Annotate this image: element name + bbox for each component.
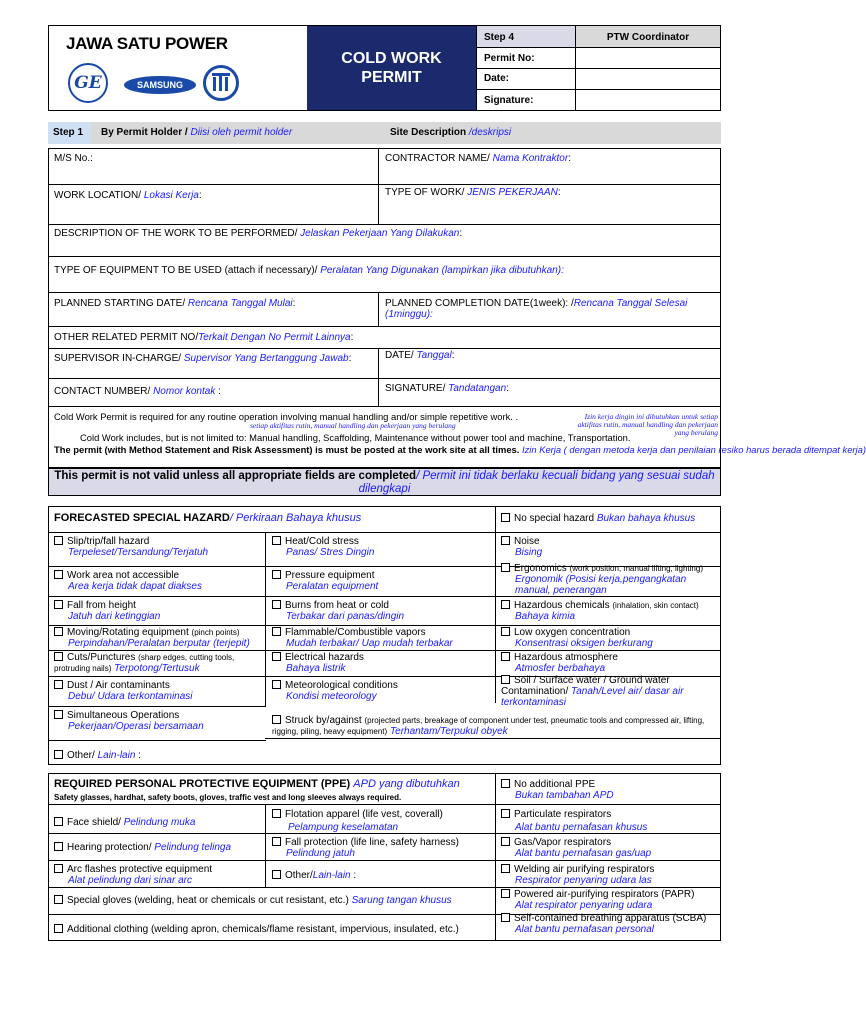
hazard-item[interactable] [54,600,160,622]
label-text: Slip/trip/fall hazard [67,536,150,547]
label-text: : [350,870,357,881]
grid-line [265,738,721,739]
checkbox-icon[interactable] [54,842,63,851]
label-text: Terpotong/Tertusuk [114,663,200,674]
ppe-subtitle: Safety glasses, hardhat, safety boots, gloves, traffic vest and long sleeves always required. [54,793,402,802]
holder-label [101,127,292,138]
label-text: FORECASTED SPECIAL HAZARD [54,512,230,524]
title-line2: PERMIT [361,69,422,86]
label-text: Special gloves (welding, heat or chemicals or cut resistant, etc.) [67,895,352,906]
checkbox-icon[interactable] [272,809,281,818]
ppe-item[interactable] [54,895,452,906]
contact-field[interactable]: CONTACT NUMBER/ Nomor kontak : [54,386,221,397]
hazard-item[interactable] [54,627,250,649]
label-text: (pinch points) [191,628,240,637]
label-text: Pelindung jatuh [286,848,355,859]
label-text: Struck by/against [285,715,362,726]
label-text: / Perkiraan Bahaya khusus [229,512,362,524]
checkbox-icon[interactable] [501,779,510,788]
label-text: (work position, manual lifting, lighting) [569,564,703,573]
grid-line [48,256,721,257]
checkbox-icon[interactable] [54,710,63,719]
label-text: Pelindung muka [123,817,196,828]
label-text: CONTACT NUMBER/ [54,386,154,397]
hazard-title [54,512,361,525]
label-text: TYPE OF WORK/ [385,187,468,198]
grid-line [48,860,721,861]
note-line1-id-cont: setiap aktifitas rutin, manual handling dan pekerjaan yang berulang [250,421,456,430]
hazard-item[interactable] [272,652,364,674]
ge-logo: GE [68,63,108,103]
label-text: Cuts/Punctures [67,652,136,663]
checkbox-icon[interactable] [501,809,510,818]
samsung-logo: SAMSUNG [124,76,196,94]
label-text: Konsentrasi oksigen berkurang [515,638,653,649]
label-text: No special hazard [514,513,597,524]
label-text: Heat/Cold stress [285,536,359,547]
label-text: No additional PPE [514,779,596,790]
checkbox-icon[interactable] [501,889,510,898]
label-text: PLANNED STARTING DATE/ [54,298,188,309]
label-text: CONTRACTOR NAME/ [385,153,493,164]
label-text: Electrical hazards [285,652,364,663]
checkbox-icon[interactable] [501,864,510,873]
ppe-item[interactable] [54,817,195,828]
label-text: Work area not accessible [67,570,180,581]
label-text: WORK LOCATION/ [54,190,144,201]
label-text: Panas/ Stres Dingin [286,547,375,558]
no-hazard-checkbox[interactable] [501,513,695,524]
step1-label: Step 1 [53,127,84,138]
signature-label: Signature: [484,95,534,106]
label-text: Moving/Rotating equipment [67,627,189,638]
grid-line [495,506,496,703]
checkbox-icon[interactable] [54,817,63,826]
label-text: Sarung tangan khusus [351,895,452,906]
signature-field[interactable] [576,90,720,110]
label-text: Rencana Tanggal Mulai [187,298,293,309]
grid-line [378,348,379,406]
label-text: Hazardous chemicals [514,600,610,611]
hazard-item[interactable] [501,600,699,622]
label-text: Face shield/ [67,817,124,828]
label-text: Burns from heat or cold [285,600,389,611]
title-line1: COLD WORK [341,50,442,67]
hazard-other[interactable] [54,750,141,761]
label-text: Bukan bahaya khusus [596,513,696,524]
checkbox-icon[interactable] [54,864,63,873]
hazard-item[interactable] [501,536,542,558]
label-text: Bahaya listrik [286,663,346,674]
label-text: Cold Work Permit is required for any routine operation involving manual handling and/or simple repetitive work. . [54,411,519,422]
hazard-item[interactable] [501,652,618,674]
hazard-item[interactable] [272,600,404,622]
contractor-field[interactable]: CONTRACTOR NAME/ Nama Kontraktor: [385,153,571,164]
ppe-item[interactable] [501,779,614,801]
grid-line [48,348,721,349]
checkbox-icon[interactable] [272,536,281,545]
label-text: DATE/ [385,350,417,361]
label-text: Lain-lain [97,750,136,761]
label-text: Terhantam/Terpukul obyek [389,726,508,737]
label-text: Pelindung telinga [154,842,232,853]
checkbox-icon[interactable] [54,627,63,636]
date-label: Date: [484,73,510,84]
checkbox-icon[interactable] [501,913,510,922]
label-text: Alat bantu pernafasan khusus [515,822,648,833]
date-field-2[interactable]: DATE/ Tanggal: [385,350,455,361]
checkbox-icon[interactable] [54,680,63,689]
ppe-title [54,778,460,791]
label-text: Alat respirator penyaring udara [515,900,653,911]
grid-line [265,804,266,887]
label-text: JENIS PEKERJAAN [467,187,558,198]
label-text: DESCRIPTION OF THE WORK TO BE PERFORMED/ [54,228,301,239]
step4-label: Step 4 [484,32,515,43]
label-text: This permit is not valid unless all appropriate fields are completed [54,470,417,482]
label-text: Perpindahan/Peralatan berputar (terjepit) [68,638,250,649]
checkbox-icon[interactable] [501,627,510,636]
label-text: Kondisi meteorology [286,691,377,702]
note-line2: Cold Work includes, but is not limited to: Manual handling, Scaffolding, Maintenance without power tool and machine, Transportation. [80,432,631,443]
label-text: Low oxygen concentration [514,627,631,638]
label-text: Additional clothing (welding apron, chemicals/flame resistant, impervious, insulated, etc.) [67,924,459,935]
label-text: Area kerja tidak dapat diakses [68,581,202,592]
label-text: Soil / Surface water / Ground water Contamination/ [501,675,670,697]
related-permit-field[interactable]: OTHER RELATED PERMIT NO/Terkait Dengan No Permit Lainnya: [54,332,354,343]
checkbox-icon[interactable] [272,652,281,661]
label-text: Terpeleset/Tersandung/Terjatuh [68,547,209,558]
grid-line [48,326,721,327]
label-text: Lain-lain [312,870,351,881]
checkbox-icon[interactable] [272,715,281,724]
company-name: JAWA SATU POWER [66,34,228,53]
grid-line [378,292,379,326]
label-text: Rencana Tanggal Selesai (1minggu): [385,298,688,320]
label-text: Respirator penyaring udara las [515,875,652,886]
label-text: Site Description [390,127,469,138]
label-text: (projected parts, breakage of component under test, pneumatic tools and compressed air, lifting, rigging, piling, heavy equipment) [272,716,705,736]
checkbox-icon[interactable] [54,750,63,759]
grid-line [48,378,721,379]
label-text: Alat bantu pernafasan gas/uap [515,848,652,859]
grid-line [495,773,496,941]
label-text: Tanah/Level air/ dasar air terkontaminasi [501,686,684,708]
checkbox-icon[interactable] [501,837,510,846]
checkbox-icon[interactable] [272,570,281,579]
label-text: By Permit Holder / [101,127,191,138]
building-logo [203,65,239,101]
grid-line [48,887,721,888]
grid-line [48,596,721,597]
ppe-item[interactable] [501,889,694,911]
label-text: SIGNATURE/ [385,383,449,394]
hazard-item[interactable] [54,536,208,558]
label-text: : [135,750,141,761]
label-text: Tanggal [416,350,452,361]
label-text: Noise [514,536,540,547]
note-line1-id: Izin kerja dingin ini dibutuhkan untuk setiap aktifitas rutin, manual handling dan pekerjaan yang berulang [577,412,718,437]
ppe-other[interactable] [272,870,356,881]
checkbox-icon[interactable] [54,895,63,904]
label-text: Hearing protection/ [67,842,155,853]
label-text: Nama Kontraktor [492,153,569,164]
label-text: REQUIRED PERSONAL PROTECTIVE EQUIPMENT (PPE) [54,778,354,790]
date-field[interactable] [576,69,720,89]
label-text: Jatuh dari ketinggian [68,611,161,622]
hazard-item[interactable] [54,680,193,702]
label-text: Terkait Dengan No Permit Lainnya [198,332,351,343]
grid-line [48,804,721,805]
label-text: Peralatan equipment [286,581,379,592]
label-text: Pressure equipment [285,570,375,581]
completion-field[interactable] [385,298,715,320]
description-field[interactable]: DESCRIPTION OF THE WORK TO BE PERFORMED/ Jelaskan Pekerjaan Yang Dilakukan: [54,228,463,239]
label-text: Fall protection (life line, safety harness) [285,837,459,848]
label-text: OTHER RELATED PERMIT NO/ [54,332,199,343]
supervisor-field[interactable]: SUPERVISOR IN-CHARGE/ Supervisor Yang Bertanggung Jawab: [54,353,352,364]
ppe-item[interactable] [272,809,443,836]
checkbox-icon[interactable] [272,627,281,636]
permit-no-label: Permit No: [484,53,535,64]
label-text: Ergonomik (Posisi kerja,pengangkatan manual, penerangan [515,574,687,596]
label-text: Arc flashes protective equipment [67,864,213,875]
grid-line [48,406,721,407]
label-text: /deskripsi [468,127,512,138]
valid-banner-text [52,470,717,496]
label-text: Bising [515,547,543,558]
ppe-item[interactable] [501,913,706,935]
permit-no-field[interactable] [576,48,720,68]
label-text: Particulate respirators [514,809,612,820]
label-text: Powered air-purifying respirators (PAPR) [514,889,695,900]
checkbox-icon[interactable] [272,837,281,846]
hazard-item[interactable] [272,627,453,649]
label-text: Izin Kerja ( dengan metoda kerja dan penilaian resiko harus berada ditempat kerja) [522,444,866,455]
label-text: Simultaneous Operations [67,710,180,721]
ppe-item[interactable] [272,837,459,859]
hazard-item[interactable] [54,710,204,732]
label-text: (inhalation, skin contact) [612,601,699,610]
label-text: Atmosfer berbahaya [515,663,606,674]
label-text: / Permit ini tidak berlaku kecuali bidang yang sesuai sudah dilengkapi [358,470,715,495]
label-text: SUPERVISOR IN-CHARGE/ [54,353,184,364]
grid-line [48,532,721,533]
grid-line [378,148,379,224]
label-text: Mudah terbakar/ Uap mudah terbakar [286,638,453,649]
label-text: Tandatangan [448,383,507,394]
label-text: Diisi oleh permit holder [190,127,293,138]
hazard-item[interactable] [272,715,717,737]
signature-field-2[interactable]: SIGNATURE/ Tandatangan: [385,383,509,394]
label-text: (sharp edges, cutting tools, protruding nails) [54,653,235,673]
label-text: Hazardous atmosphere [514,652,618,663]
grid-line [48,706,266,707]
ppe-item[interactable] [501,837,651,859]
label-text: PLANNED COMPLETION DATE(1week): / [385,298,574,309]
label-text: Lokasi Kerja [143,190,199,201]
ppe-item[interactable] [501,864,654,886]
label-text: Dust / Air contaminants [67,680,170,691]
ppe-item[interactable] [501,809,647,836]
grid-line [48,740,266,741]
checkbox-icon[interactable] [501,652,510,661]
hazard-item[interactable] [272,570,378,592]
label-text: Debu/ Udara terkontaminasi [68,691,193,702]
label-text: Flammable/Combustible vapors [285,627,426,638]
label-text: Flotation apparel (life vest, coverall) [285,809,443,820]
label-text: Jelaskan Pekerjaan Yang Dilakukan [300,228,460,239]
checkbox-icon[interactable] [272,600,281,609]
grid-line [265,532,266,706]
ppe-item[interactable] [54,842,231,853]
title-block [307,26,476,110]
checkbox-icon[interactable] [501,563,510,572]
hazard-item[interactable] [501,563,719,596]
checkbox-icon[interactable] [501,513,510,522]
label-text: The permit (with Method Statement and Risk Assessment) is must be posted at the work site at all times. [54,444,520,455]
label-text: TYPE OF EQUIPMENT TO BE USED (attach if necessary)/ [54,265,321,276]
hazard-item[interactable] [501,627,653,649]
label-text: Supervisor Yang Bertanggung Jawab [183,353,349,364]
grid-line [48,625,721,626]
label-text: Other/ [67,750,98,761]
label-text: Nomor kontak [153,386,216,397]
site-label [390,127,511,138]
label-text: Meteorological conditions [285,680,398,691]
label-text: Alat bantu pernafasan personal [515,924,654,935]
hazard-item[interactable] [54,570,202,592]
ppe-item[interactable] [54,864,212,886]
work-location-field[interactable]: WORK LOCATION/ Lokasi Kerja: [54,190,202,201]
checkbox-icon[interactable] [54,536,63,545]
checkbox-icon[interactable] [54,600,63,609]
label-text: Peralatan Yang Digunakan (lampirkan jika dibutuhkan): [320,265,564,276]
label-text: Welding air purifying respirators [514,864,655,875]
coordinator-label: PTW Coordinator [606,32,690,43]
hazard-item[interactable] [272,536,374,558]
label-text: Fall from height [67,600,136,611]
label-text: Bahaya kimia [515,611,576,622]
equipment-field[interactable] [54,265,564,276]
checkbox-icon[interactable] [272,870,281,879]
type-of-work-field[interactable]: TYPE OF WORK/ JENIS PEKERJAAN: [385,187,561,198]
label-text: Gas/Vapor respirators [514,837,612,848]
checkbox-icon[interactable] [54,924,63,933]
ms-no-field[interactable]: M/S No.: [54,153,93,164]
grid-line [48,184,721,185]
hazard-item[interactable] [501,675,716,708]
label-text: Ergonomics [514,563,567,574]
checkbox-icon[interactable] [54,652,63,661]
checkbox-icon[interactable] [54,570,63,579]
ppe-item[interactable] [54,924,459,935]
label-text: Self-contained breathing apparatus (SCBA) [514,913,707,924]
label-text: Alat pelindung dari sinar arc [68,875,192,886]
checkbox-icon[interactable] [501,600,510,609]
label-text: Pelampung keselamatan [288,822,399,833]
checkbox-icon[interactable] [272,680,281,689]
checkbox-icon[interactable] [501,675,510,684]
label-text: Terbakar dari panas/dingin [286,611,405,622]
label-text: Pekerjaan/Operasi bersamaan [68,721,204,732]
checkbox-icon[interactable] [501,536,510,545]
start-date-field[interactable]: PLANNED STARTING DATE/ Rencana Tanggal Mulai: [54,298,296,309]
hazard-item[interactable] [54,652,264,674]
note-line3 [54,444,866,455]
grid-line [48,292,721,293]
grid-line [48,224,721,225]
label-text: Bukan tambahan APD [515,790,614,801]
label-text: APD yang dibutuhkan [353,778,460,790]
hazard-item[interactable] [272,680,398,702]
label-text: Other/ [285,870,313,881]
grid-line [48,650,721,651]
